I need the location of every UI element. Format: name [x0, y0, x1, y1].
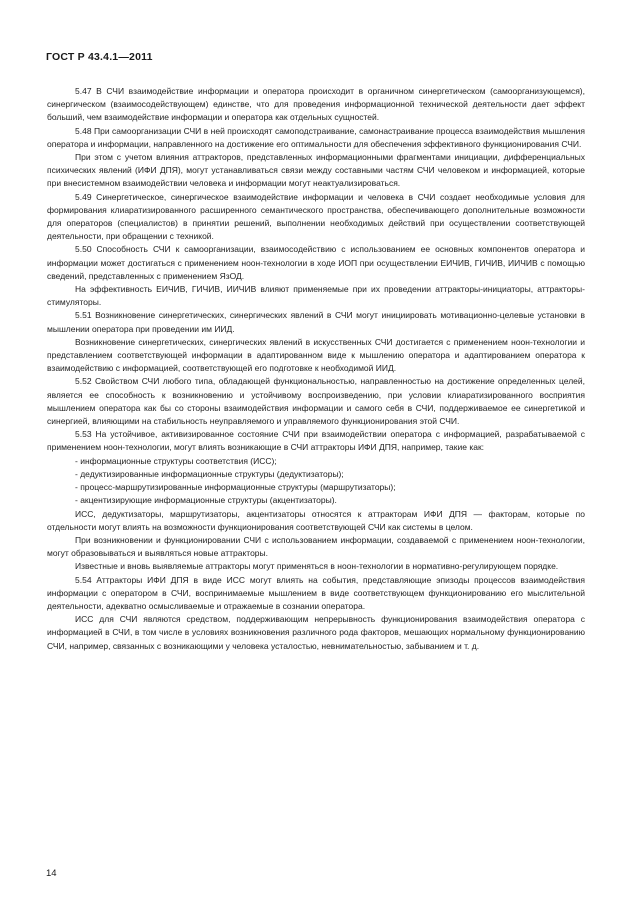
document-body — [47, 85, 585, 653]
paragraph: ИСС, дедуктизаторы, маршрутизаторы, акцентизаторы относятся к аттракторам ИФИ ДПЯ — факторам, которые по отдельности могут влиять на возможности функционирования соответствующей СЧИ как системы в целом. — [47, 508, 585, 532]
paragraph: На эффективность ЕИЧИВ, ГИЧИВ, ИИЧИВ влияют применяемые при их проведении аттракторы-инициаторы, аттракторы-стимуляторы. — [47, 284, 585, 308]
paragraph-5-52: 5.52 Свойством СЧИ любого типа, обладающей функциональностью, направленностью на достижение определенных целей, является ее способность к возникновению и устойчивому воспроизведению, при условии клиаратизированного восприятия мышлением оператора как бы со стороны взаимодействия информации и самого себя в СЧИ, поддерживаемое ее синергетикой и синергией, влияющими на стабильность неуправляемого и управляемого функционирования этой СЧИ. — [47, 376, 585, 427]
paragraph-5-51: 5.51 Возникновение синергетических, синергических явлений в СЧИ могут инициировать мотивационно-целевые установки в мышлении оператора при проведении им ИИД. — [47, 310, 585, 334]
paragraph-5-49: 5.49 Синергетическое, синергическое взаимодействие информации и человека в СЧИ создает необходимые условия для формирования клиаратизированного расширенного семантического пространства, обеспечивающего дополнительные возможности для операторов (специалистов) в принятии решений, выполнении необходимых действий при осуществлении соответствующей деятельности, при обращении с техникой. — [47, 191, 585, 242]
paragraph-5-53: 5.53 На устойчивое, активизированное состояние СЧИ при взаимодействии оператора с информацией, разрабатываемой с применением ноон-технологии, могут влиять возникающие в СЧИ аттракторы ИФИ ДПЯ, например, такие как: — [47, 429, 585, 453]
paragraph: Известные и вновь выявляемые аттракторы могут применяться в ноон-технологии в нормативно-регулирующем порядке. — [75, 561, 559, 572]
paragraph: ИСС для СЧИ являются средством, поддерживающим непрерывность функционирования взаимодействия оператора с информацией в СЧИ, в том числе в условиях возникновения различного рода факторов, мешающих нормальному функционированию СЧИ, например, связанных с возникающими у человека усталостью, невнимательностью, забыванием и т. д. — [47, 614, 585, 651]
list-item: - дедуктизированные информационные структуры (дедуктизаторы); — [75, 468, 344, 479]
page-number: 14 — [46, 868, 57, 879]
paragraph: При этом с учетом влияния аттракторов, представленных информационными фрагментами инициации, дифференциальных психических явлений (ИФИ ДПЯ), могут устанавливаться связи между составными частям СЧИ человеком и информацией, которые при внесистемном взаимодействии человека и информации могут неактуализироваться. — [47, 152, 585, 189]
paragraph-5-50: 5.50 Способность СЧИ к самоорганизации, взаимосодействию с использованием ее основных компонентов оператора и информации может достигаться с применением ноон-технологии в ходе ИОП при осуществлении ЕИЧИВ, ГИЧИВ, ИИЧИВ с помощью сведений, представленных с применением ЯзОД. — [47, 244, 585, 281]
paragraph: При возникновении и функционировании СЧИ с использованием информации, создаваемой с применением ноон-технологии, могут образовываться и выявляться новые аттракторы. — [47, 534, 585, 559]
list-item: - информационные структуры соответствия (ИСС); — [75, 455, 277, 466]
paragraph-5-47: 5.47 В СЧИ взаимодействие информации и оператора происходит в органичном синергетическом (самоорганизующемся), синергическом (взаимосодействующем) единстве, что для проведения информационной технической деятельности дает эффект больший, чем взаимодействие информации и оператора как отдельных сущностей. — [47, 86, 585, 123]
paragraph: Возникновение синергетических, синергических явлений в искусственных СЧИ достигается с применением ноон-технологии и представлением соответствующей информации в адаптированном виде к мышлению оператора и адаптированием оператора к взаимодействию с информацией, соответствующей его подготовке к необходимой ИИД. — [47, 336, 585, 374]
paragraph-5-48: 5.48 При самоорганизации СЧИ в ней происходят самоподстраивание, самонастраивание процесса взаимодействия мышления оператора и информации, направленного на достижение его оптимальности для обеспечения эффективного функционирования СЧИ. — [47, 125, 585, 149]
paragraph-5-54: 5.54 Аттракторы ИФИ ДПЯ в виде ИСС могут влиять на события, представляющие эпизоды процессов взаимодействия информации с оператором в СЧИ, воспринимаемые мышлением в виде соответствующем функционированию его мыслительной деятельности, адекватно осмысливаемые и отражаемые в сознании оператора. — [47, 574, 585, 611]
list-item: - акцентизирующие информационные структуры (акцентизаторы). — [75, 495, 337, 506]
page-header-title: ГОСТ Р 43.4.1—2011 — [46, 51, 153, 63]
list-item: - процесс-маршрутизированные информационные структуры (маршрутизаторы); — [75, 482, 396, 493]
